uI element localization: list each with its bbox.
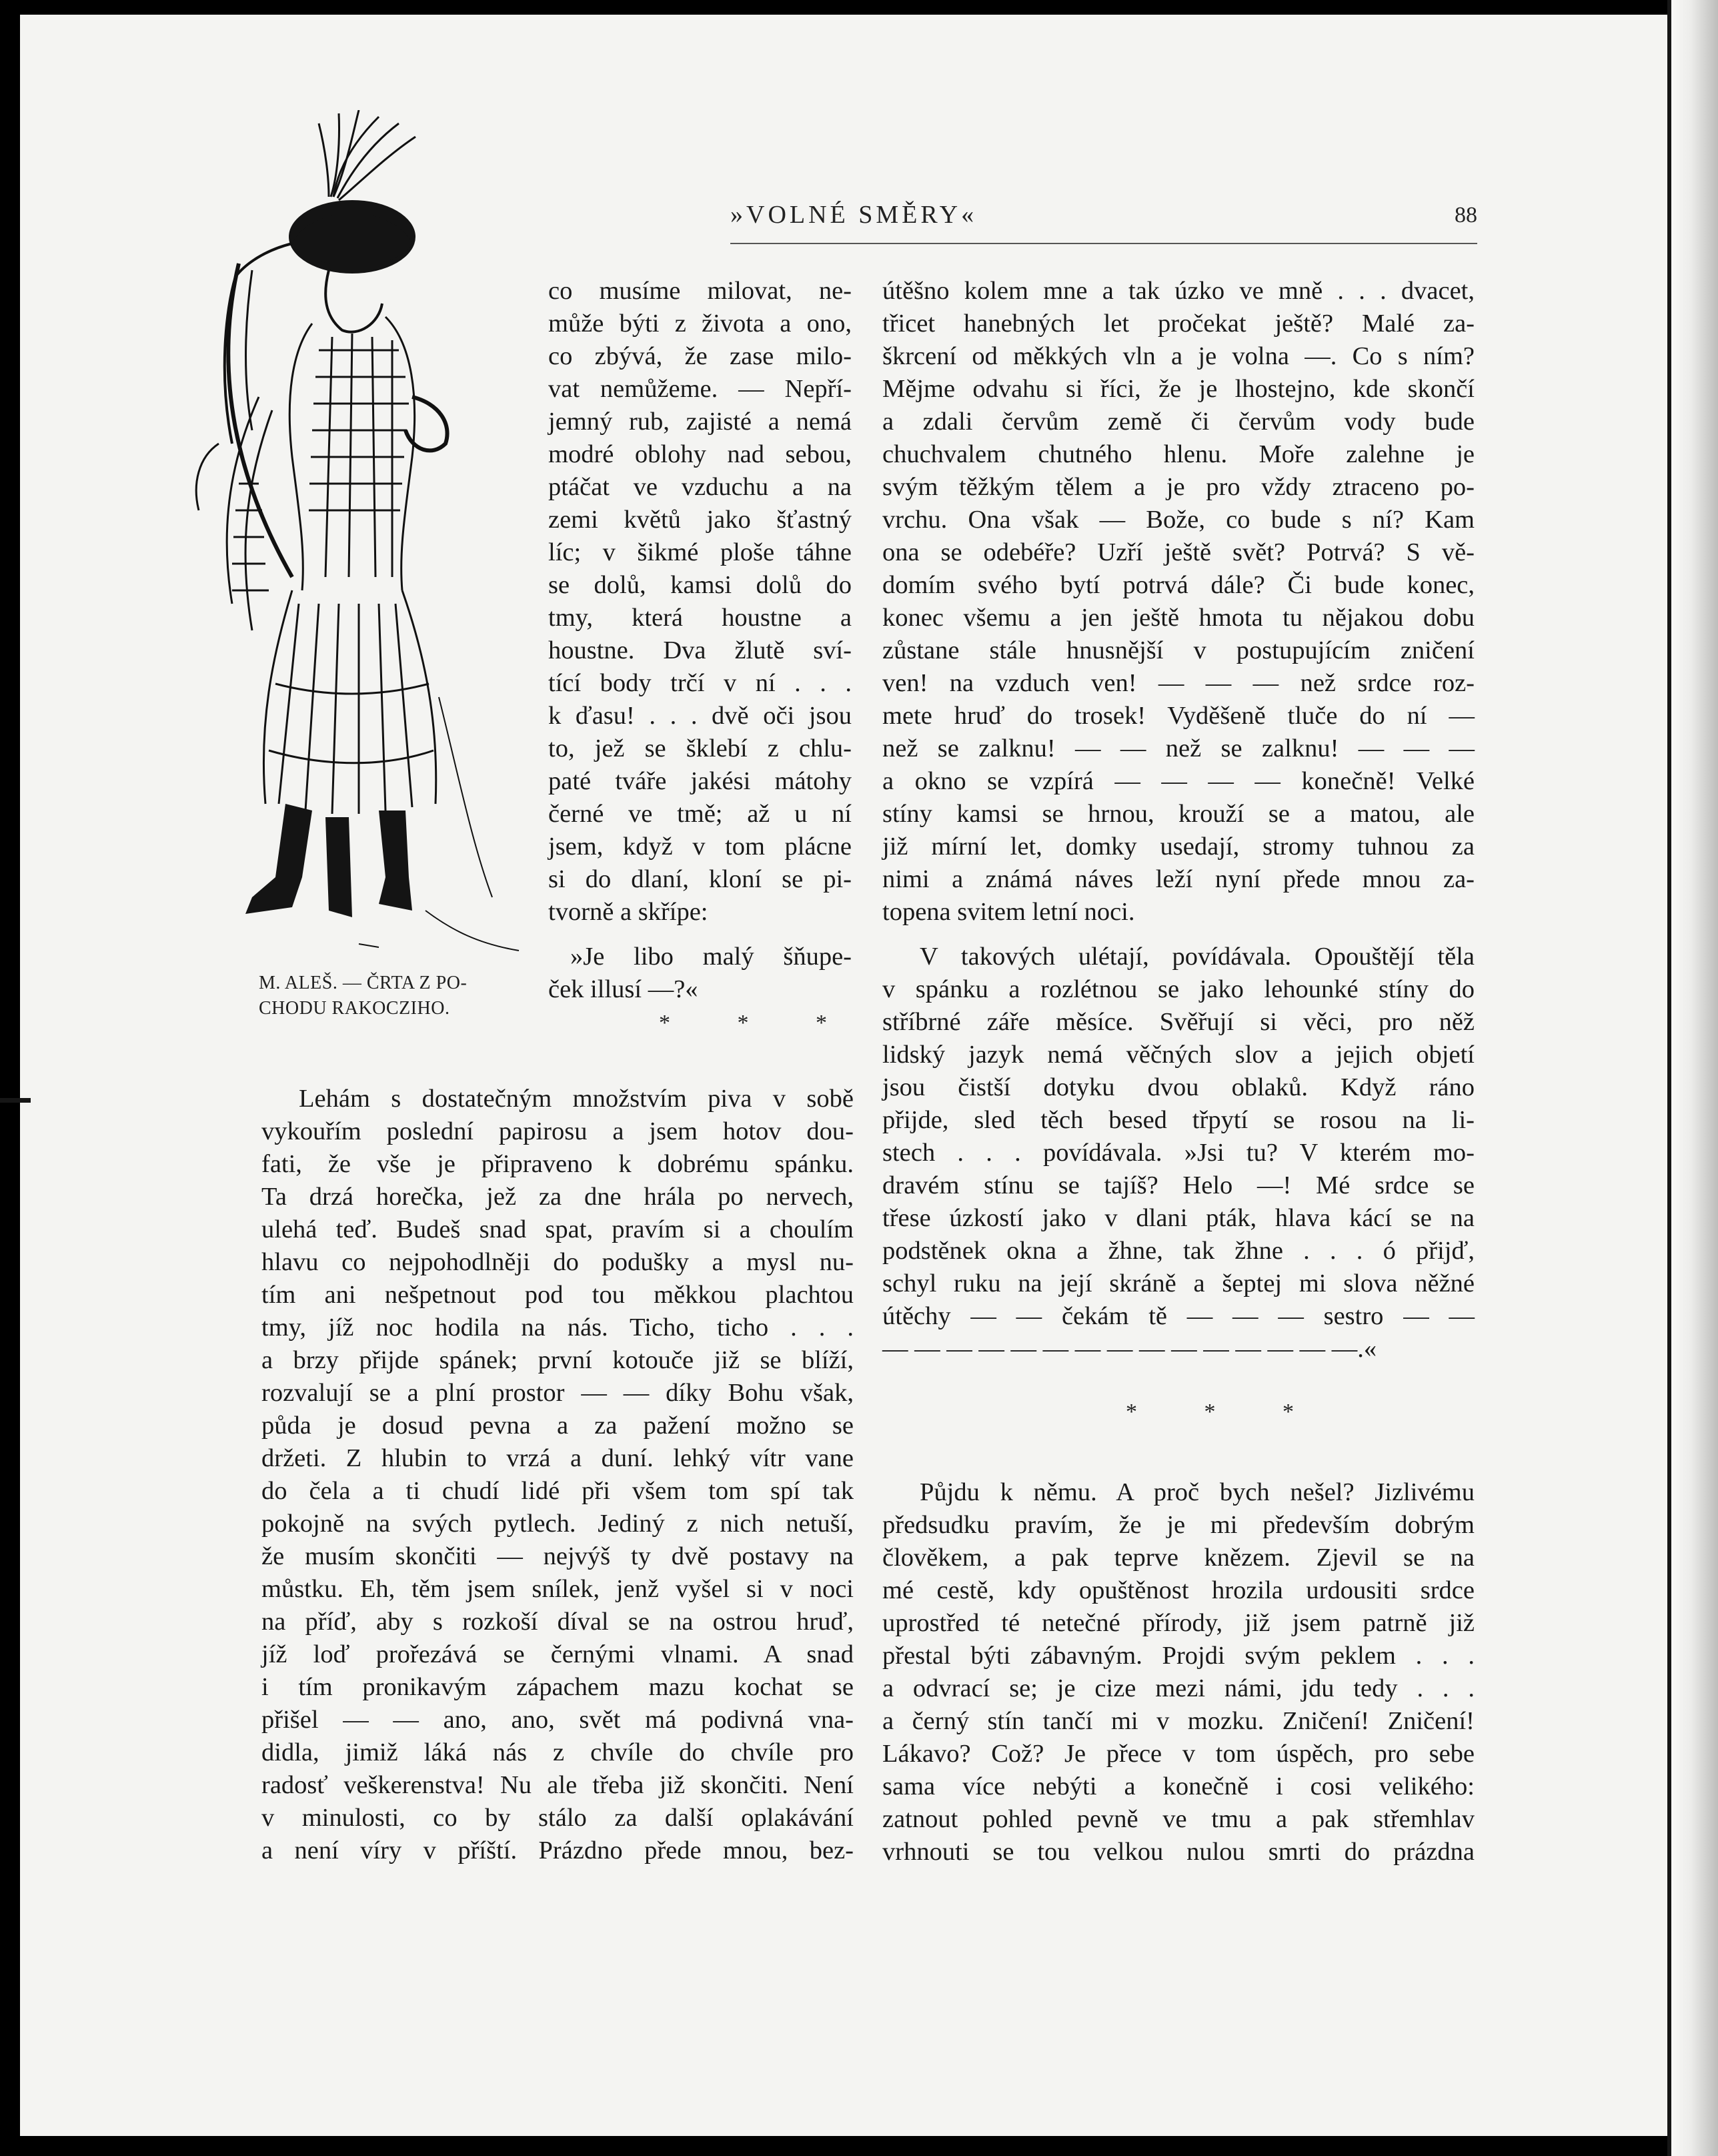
text-line: V takových ulétají, povídávala. Opouštějí těla bbox=[920, 943, 1475, 971]
text-line: a zdali červům země či červům vody bude bbox=[882, 408, 1475, 436]
text-line: fati, že vše je připraveno k dobrému spánku. bbox=[261, 1150, 854, 1178]
text-line: může býti z života a ono, bbox=[548, 310, 852, 338]
text-line: Lákavo? Což? Je přece v tom úspěch, pro sebe bbox=[882, 1740, 1475, 1768]
text-line: člověkem, a pak teprve knězem. Zjevil se na bbox=[882, 1544, 1475, 1572]
torso bbox=[289, 317, 414, 590]
text-line: půda je dosud pevna a za pažení možno se bbox=[261, 1412, 854, 1440]
text-line: rozvalují se a plní prostor — — díky Bohu však, bbox=[261, 1379, 854, 1407]
text-line: paté tváře jakési mátohy bbox=[548, 767, 852, 795]
text-line: stíny kamsi se hrnou, krouží se a matou, ale bbox=[882, 800, 1475, 828]
text-line: ona se odebéře? Uzří ještě svět? Potrvá? S vě- bbox=[882, 538, 1475, 566]
running-header bbox=[730, 200, 1477, 229]
text-line: ven! na vzduch ven! — — — než srdce roz- bbox=[882, 669, 1475, 697]
text-line: zemi květů jako šťastný bbox=[548, 506, 852, 534]
section-separator: * * * bbox=[659, 1011, 858, 1035]
journal-title: »VOLNÉ SMĚRY« bbox=[730, 201, 978, 229]
text-line: třese úzkostí jako v dlani pták, hlava kácí se na bbox=[882, 1204, 1475, 1232]
text-line: konec všemu a jen ještě hmota tu nějakou dobu bbox=[882, 604, 1475, 632]
text-line: již mírní let, domky usedají, stromy tuhnou za bbox=[882, 833, 1475, 861]
text-line: podstěnek okna a žhne, tak žhne . . . ó přijď, bbox=[882, 1237, 1475, 1265]
text-line: útěchy — — čekám tě — — — sestro — — bbox=[882, 1302, 1475, 1330]
text-line: co musíme milovat, ne- bbox=[548, 277, 852, 305]
skirt bbox=[263, 590, 436, 814]
text-line: černé ve tmě; až u ní bbox=[548, 800, 852, 828]
text-line: a není víry v příští. Prázdno přede mnou, bez- bbox=[261, 1836, 854, 1864]
text-line: to, jež se šklebí z chlu- bbox=[548, 734, 852, 762]
text-line: stech . . . povídávala. »Jsi tu? V kterém mo- bbox=[882, 1139, 1475, 1167]
text-line: ptáčat ve vzduchu a na bbox=[548, 473, 852, 501]
text-line: Ta drzá horečka, jež za dne hrála po nervech, bbox=[261, 1183, 854, 1211]
text-line: svým těžkým tělem a je pro vždy ztraceno po- bbox=[882, 473, 1475, 501]
text-line: uprostřed té netečné přírody, již jsem patrně již bbox=[882, 1609, 1475, 1637]
text-line: i tím pronikavým zápachem mazu kochat se bbox=[261, 1673, 854, 1701]
text-line: a brzy přijde spánek; první kotouče již se blíží, bbox=[261, 1346, 854, 1374]
text-line: předsudku pravím, že je mi především dobrým bbox=[882, 1511, 1475, 1539]
text-line: do čela a ti chudí lidé při všem tom spí tak bbox=[261, 1477, 854, 1505]
text-line: jíž loď prořezává se černými vlnami. A snad bbox=[261, 1640, 854, 1668]
text-line: přišel — — ano, ano, svět má podivná vna- bbox=[261, 1706, 854, 1734]
quote-line: »Je libo malý šňupe- bbox=[570, 943, 852, 971]
text-line: tím ani nešpetnout pod tou měkkou plachtou bbox=[261, 1281, 854, 1309]
text-line: přijde, sled těch besed třpytí se rosou na li- bbox=[882, 1106, 1475, 1134]
header-rule bbox=[730, 243, 1477, 244]
text-line: mé cestě, kdy opuštěnost hrozila urdousiti srdce bbox=[882, 1576, 1475, 1604]
section-separator: * * * bbox=[1126, 1400, 1325, 1424]
text-line: lidský jazyk nemá věčných slov a jejich objetí bbox=[882, 1041, 1475, 1069]
text-line: vat nemůžeme. — Nepří- bbox=[548, 375, 852, 403]
text-line: a odvrací se; je cize mezi námi, jdu tedy . . . bbox=[882, 1674, 1475, 1702]
text-line: líc; v šikmé ploše táhne bbox=[548, 538, 852, 566]
text-line: jsem, když v tom plácne bbox=[548, 833, 852, 861]
text-line: v spánku a rozlétnou se jako lehounké stíny do bbox=[882, 975, 1475, 1003]
plume bbox=[319, 110, 415, 200]
text-line: didla, jimiž láká nás z chvíle do chvíle pro bbox=[261, 1738, 854, 1766]
text-line: mete hruď do trosek! Vyděšeně tluče do ní — bbox=[882, 702, 1475, 730]
text-line: domím svého bytí potrvá dále? Či bude konec, bbox=[882, 571, 1475, 599]
left-edge-mark bbox=[0, 1098, 31, 1103]
text-line: modré oblohy nad sebou, bbox=[548, 440, 852, 468]
text-line: topena svitem letní noci. bbox=[882, 898, 1135, 926]
text-line: můstku. Eh, těm jsem snílek, jenž vyšel si v noci bbox=[261, 1575, 854, 1603]
caption-line: CHODU RAKOCZIHO. bbox=[259, 998, 450, 1019]
right-page-edge bbox=[1669, 0, 1718, 2156]
text-line: ulehá teď. Budeš snad spat, pravím si a choulím bbox=[261, 1215, 854, 1243]
text-line: k ďasu! . . . dvě oči jsou bbox=[548, 702, 852, 730]
text-line: Půjdu k němu. A proč bych nešel? Jizlivému bbox=[920, 1478, 1475, 1506]
text-line: — — — — — — — — — — — — — — —.« bbox=[882, 1335, 1377, 1363]
text-line: sama více nebýti a konečně i cosi velikého: bbox=[882, 1772, 1475, 1800]
ales-sketch-illustration bbox=[159, 110, 532, 957]
text-line: Mějme odvahu si říci, že je lhostejno, kde skončí bbox=[882, 375, 1475, 403]
text-line: tmy, jíž noc hodila na nás. Ticho, ticho . . . bbox=[261, 1313, 854, 1341]
quote-line: ček illusí —?« bbox=[548, 975, 698, 1003]
text-line: si do dlaní, kloní se pi- bbox=[548, 865, 852, 893]
text-line: radosť veškerenstva! Nu ale třeba již skončiti. Není bbox=[261, 1771, 854, 1799]
text-line: hlavu co nejpohodlněji do podušky a mysl nu- bbox=[261, 1248, 854, 1276]
text-line: houstne. Dva žlutě sví- bbox=[548, 636, 852, 664]
text-line: přestal býti zábavným. Projdi svým peklem . . . bbox=[882, 1642, 1475, 1670]
text-line: v minulosti, co by stálo za další oplakávání bbox=[261, 1804, 854, 1832]
text-line: schyl ruku na její skráně a šeptej mi slova něžné bbox=[882, 1269, 1475, 1297]
page-fold-line bbox=[1667, 0, 1671, 2156]
text-line: dravém stínu se tajíš? Helo —! Mé srdce se bbox=[882, 1171, 1475, 1199]
text-line: zůstane stále hnusnější v postupujícím zničení bbox=[882, 636, 1475, 664]
text-line: vykouřím poslední papirosu a jsem hotov dou- bbox=[261, 1117, 854, 1145]
text-line: na příď, aby s rozkoší díval se na ostrou hruď, bbox=[261, 1608, 854, 1636]
text-line: zatnout pohled pevně ve tmu a pak střemhlav bbox=[882, 1805, 1475, 1833]
text-line: a černý stín tančí mi v mozku. Zničení! Zničení! bbox=[882, 1707, 1475, 1735]
text-line: co zbývá, že zase milo- bbox=[548, 342, 852, 370]
text-line: vrhnouti se tou velkou nulou smrti do prázdna bbox=[882, 1838, 1475, 1866]
page-number: 88 bbox=[1455, 203, 1477, 227]
caption-line: M. ALEŠ. — ČRTA Z PO- bbox=[259, 973, 468, 993]
text-line: škrcení od měkkých vln a je volna —. Co s ním? bbox=[882, 342, 1475, 370]
text-line: že musím skončiti — nejvýš ty dvě postavy na bbox=[261, 1542, 854, 1570]
text-line: jemný rub, zajisté a nemá bbox=[548, 408, 852, 436]
text-line: tící body trčí v ní . . . bbox=[548, 669, 852, 697]
text-line: nimi a známá náves leží nyní přede mnou za- bbox=[882, 865, 1475, 893]
illustration-caption bbox=[259, 971, 526, 1021]
text-line: chuchvalem chutného hlenu. Moře zalehne je bbox=[882, 440, 1475, 468]
text-line: třicet hanebných let pročekat ještě? Malé za- bbox=[882, 310, 1475, 338]
text-line: tvorně a skřípe: bbox=[548, 898, 708, 926]
text-line: vrchu. Ona však — Bože, co bude s ní? Kam bbox=[882, 506, 1475, 534]
text-line: tmy, která houstne a bbox=[548, 604, 852, 632]
text-line: útěšno kolem mne a tak úzko ve mně . . . dvacet, bbox=[882, 277, 1475, 305]
hat bbox=[289, 200, 415, 274]
text-line: stříbrné záře měsíce. Svěřují si věci, pro něž bbox=[882, 1008, 1475, 1036]
text-line: držeti. Z hlubin to vrzá a duní. lehký vítr vane bbox=[261, 1444, 854, 1472]
legs-and-boots bbox=[245, 804, 412, 917]
text-line: než se zalknu! — — než se zalknu! — — — bbox=[882, 734, 1475, 762]
text-line: pokojně na svých pytlech. Jediný z nich netuší, bbox=[261, 1510, 854, 1538]
head-and-collar bbox=[225, 243, 382, 444]
text-line: jsou čistší dotyku dvou oblaků. Když ráno bbox=[882, 1073, 1475, 1101]
text-line: Lehám s dostatečným množstvím piva v sobě bbox=[299, 1085, 854, 1113]
text-line: se dolů, kamsi dolů do bbox=[548, 571, 852, 599]
text-line: a okno se vzpírá — — — — konečně! Velké bbox=[882, 767, 1475, 795]
